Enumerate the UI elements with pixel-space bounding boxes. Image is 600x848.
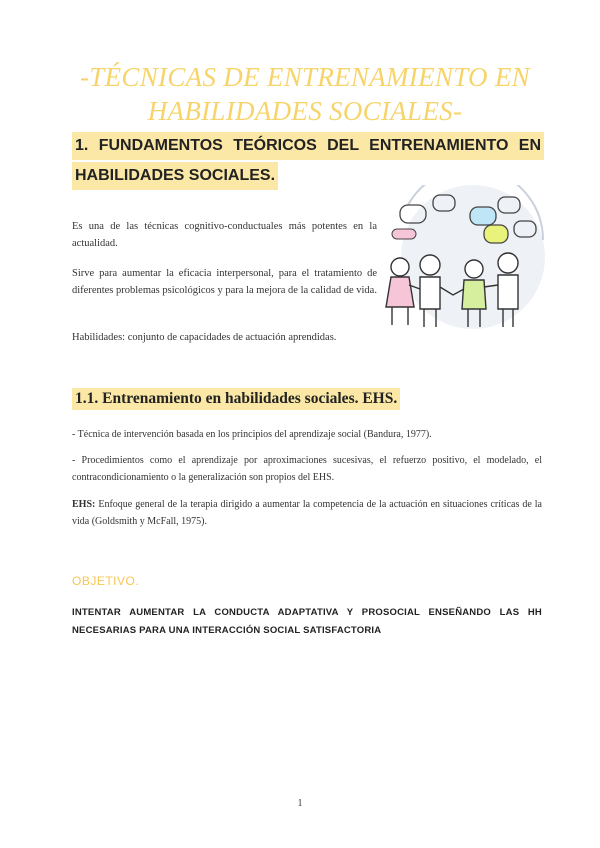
intro-paragraph: Es una de las técnicas cognitivo-conductuales más potentes en la actualidad. (72, 221, 377, 249)
people-speech-bubbles-illustration (378, 185, 548, 335)
document-title (40, 60, 570, 128)
objective-label: OBJETIVO. (72, 574, 140, 588)
ehs-item-1: - Técnica de intervención basada en los principios del aprendizaje social (Bandura, 1977). (72, 429, 432, 440)
ehs-text: Enfoque general de la terapia dirigido a aumentar la competencia de la actuación en situaciones críticas de la vida (Goldsmith y McFall, 1975). (72, 499, 542, 527)
document-title-line2: HABILIDADES SOCIALES- (147, 96, 463, 126)
purpose-paragraph: Sirve para aumentar la eficacia interpersonal, para el tratamiento de diferentes problemas psicológicos y para la mejora de la calidad de vida. (72, 268, 377, 296)
page-number: 1 (297, 798, 303, 809)
definition-paragraph: Habilidades: conjunto de capacidades de actuación aprendidas. (72, 332, 337, 343)
objective-text: INTENTAR AUMENTAR LA CONDUCTA ADAPTATIVA Y PROSOCIAL ENSEÑANDO LAS HH NECESARIAS PARA UNA INTERACCIÓN SOCIAL SATISFACTORIA (72, 607, 542, 636)
section-heading-line2: HABILIDADES SOCIALES. (72, 162, 278, 190)
document-title-line1: -TÉCNICAS DE ENTRENAMIENTO EN (80, 62, 530, 92)
ehs-definition (72, 496, 542, 530)
ehs-label: EHS: (72, 499, 96, 510)
ehs-item-2: - Procedimientos como el aprendizaje por aproximaciones sucesivas, el refuerzo positivo, el modelado, el contracondicionamiento o la generalización son propios del EHS. (72, 455, 542, 483)
section-heading (72, 132, 544, 190)
subsection-heading: 1.1. Entrenamiento en habilidades sociales. EHS. (72, 388, 400, 410)
section-heading-line1: 1. FUNDAMENTOS TEÓRICOS DEL ENTRENAMIENTO EN (72, 132, 544, 160)
